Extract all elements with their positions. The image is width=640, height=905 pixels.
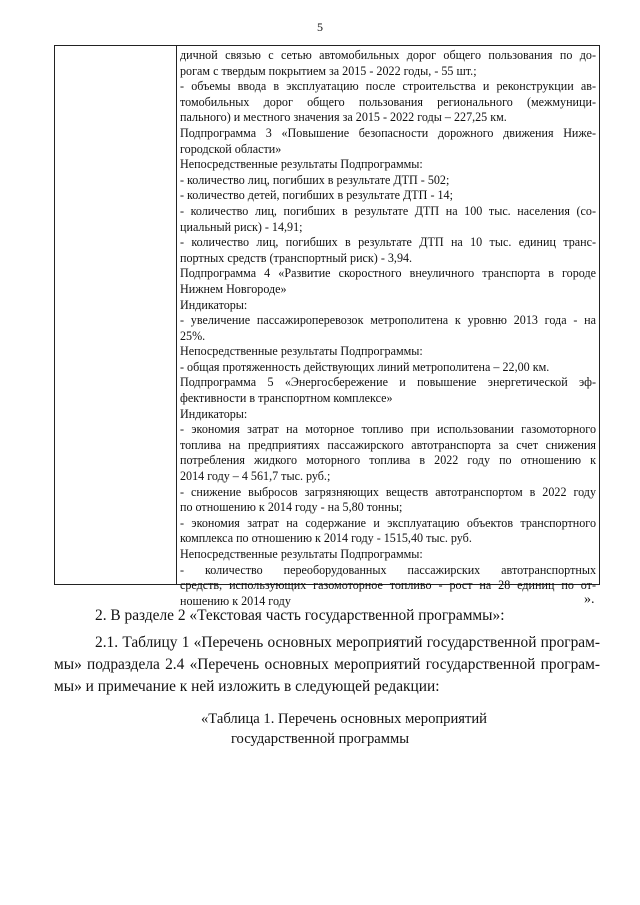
table-cell-line: городской области»	[180, 141, 282, 156]
table-cell-line: Подпрограмма 5 «Энергосбережение и повышение энергетической эф-	[180, 375, 596, 390]
table-cell-line: потребления жидкого моторного топлива в 2022 году по отношению к	[180, 453, 596, 468]
table-cell-line: Непосредственные результаты Подпрограммы:	[180, 157, 423, 172]
table-cell-line: 2014 году – 4 561,7 тыс. руб.;	[180, 469, 331, 484]
table-cell-line: рогам с твердым покрытием за 2015 - 2022 годы, - 55 шт.;	[180, 63, 477, 78]
paragraph-line: мы» и примечание к ней изложить в следующей редакции:	[54, 678, 440, 695]
table-cell-line: - снижение выбросов загрязняющих веществ автотранспортом в 2022 году	[180, 484, 596, 499]
caption-line: государственной программы	[230, 731, 410, 747]
table-cell-line: Индикаторы:	[180, 297, 248, 312]
table-cell-line: портных средств (транспортный риск) - 3,94.	[180, 250, 413, 265]
table-right-cell	[177, 46, 599, 608]
closing-quote: ».	[584, 592, 595, 607]
table-cell-line: по отношению к 2014 году - на 5,80 тонны;	[180, 500, 403, 515]
table-cell-line: - общая протяженность действующих линий метрополитена – 22,00 км.	[180, 359, 550, 374]
paragraph-2-1	[54, 632, 600, 698]
table-cell-line: 25%.	[180, 328, 206, 343]
table-cell-line: Индикаторы:	[180, 406, 248, 421]
table-cell-line: Непосредственные результаты Подпрограммы:	[180, 547, 423, 561]
table-cell-line: - количество лиц, погибших в результате ДТП на 100 тыс. населения (со-	[180, 203, 596, 218]
paragraph-line: 2.1. Таблицу 1 «Перечень основных мероприятий государственной програм-	[95, 634, 600, 651]
table-cell-line: - количество переоборудованных пассажирских автотранспортных	[180, 562, 596, 577]
table-cell-line: топлива на предприятиях пассажирского автотранспорта за счет снижения	[180, 437, 596, 452]
table-cell-line: дичной связью с сетью автомобильных дорог общего пользования по до-	[180, 48, 596, 62]
table-cell-line: Подпрограмма 3 «Повышение безопасности дорожного движения Ниже-	[180, 125, 596, 140]
table-cell-line: Непосредственные результаты Подпрограммы:	[180, 344, 423, 359]
caption-line: «Таблица 1. Перечень основных мероприятий	[201, 711, 487, 727]
paragraph-line: 2. В разделе 2 «Текстовая часть государственной программы»:	[95, 607, 505, 624]
table-cell-line: - количество лиц, погибших в результате ДТП - 502;	[180, 172, 450, 187]
table-left-cell	[55, 46, 177, 584]
table-cell-line: Подпрограмма 4 «Развитие скоростного внеуличного транспорта в городе	[180, 266, 596, 281]
table-cell-line: ношению к 2014 году	[180, 593, 291, 608]
continuation-table	[54, 45, 600, 608]
table-cell-line: - экономия затрат на содержание и эксплуатацию объектов транспортного	[180, 515, 596, 530]
table-cell-line: - количество детей, погибших в результате ДТП - 14;	[180, 188, 453, 203]
table-cell-line: средств, использующих газомоторное топливо - рост на 28 единиц по от-	[180, 578, 596, 593]
table-cell-line: - объемы ввода в эксплуатацию после строительства и реконструкции ав-	[180, 79, 596, 94]
paragraph-section-2	[54, 605, 600, 627]
table-cell-line: - увеличение пассажироперевозок метрополитена к уровню 2013 года - на	[180, 313, 596, 328]
table-cell-line: Нижнем Новгороде»	[180, 281, 287, 296]
table-caption	[0, 709, 640, 749]
table-cell-line: пального) и местного значения за 2015 - 2022 годы – 227,25 км.	[180, 110, 507, 125]
table-cell-line: фективности в транспортном комплексе»	[180, 391, 393, 406]
paragraph-line: мы» подраздела 2.4 «Перечень основных мероприятий государственной програм-	[54, 656, 600, 673]
table-cell-line: томобильных дорог общего пользования регионального (межмуници-	[180, 94, 596, 109]
page-number: 5	[317, 20, 323, 34]
table-cell-line: циальный риск) - 14,91;	[180, 219, 303, 234]
table-cell-line: - количество лиц, погибших в результате ДТП на 10 тыс. единиц транс-	[180, 235, 596, 250]
table-cell-line: комплекса по отношению к 2014 году - 1515,40 тыс. руб.	[180, 531, 472, 546]
table-cell-line: - экономия затрат на моторное топливо при использовании газомоторного	[180, 422, 596, 437]
